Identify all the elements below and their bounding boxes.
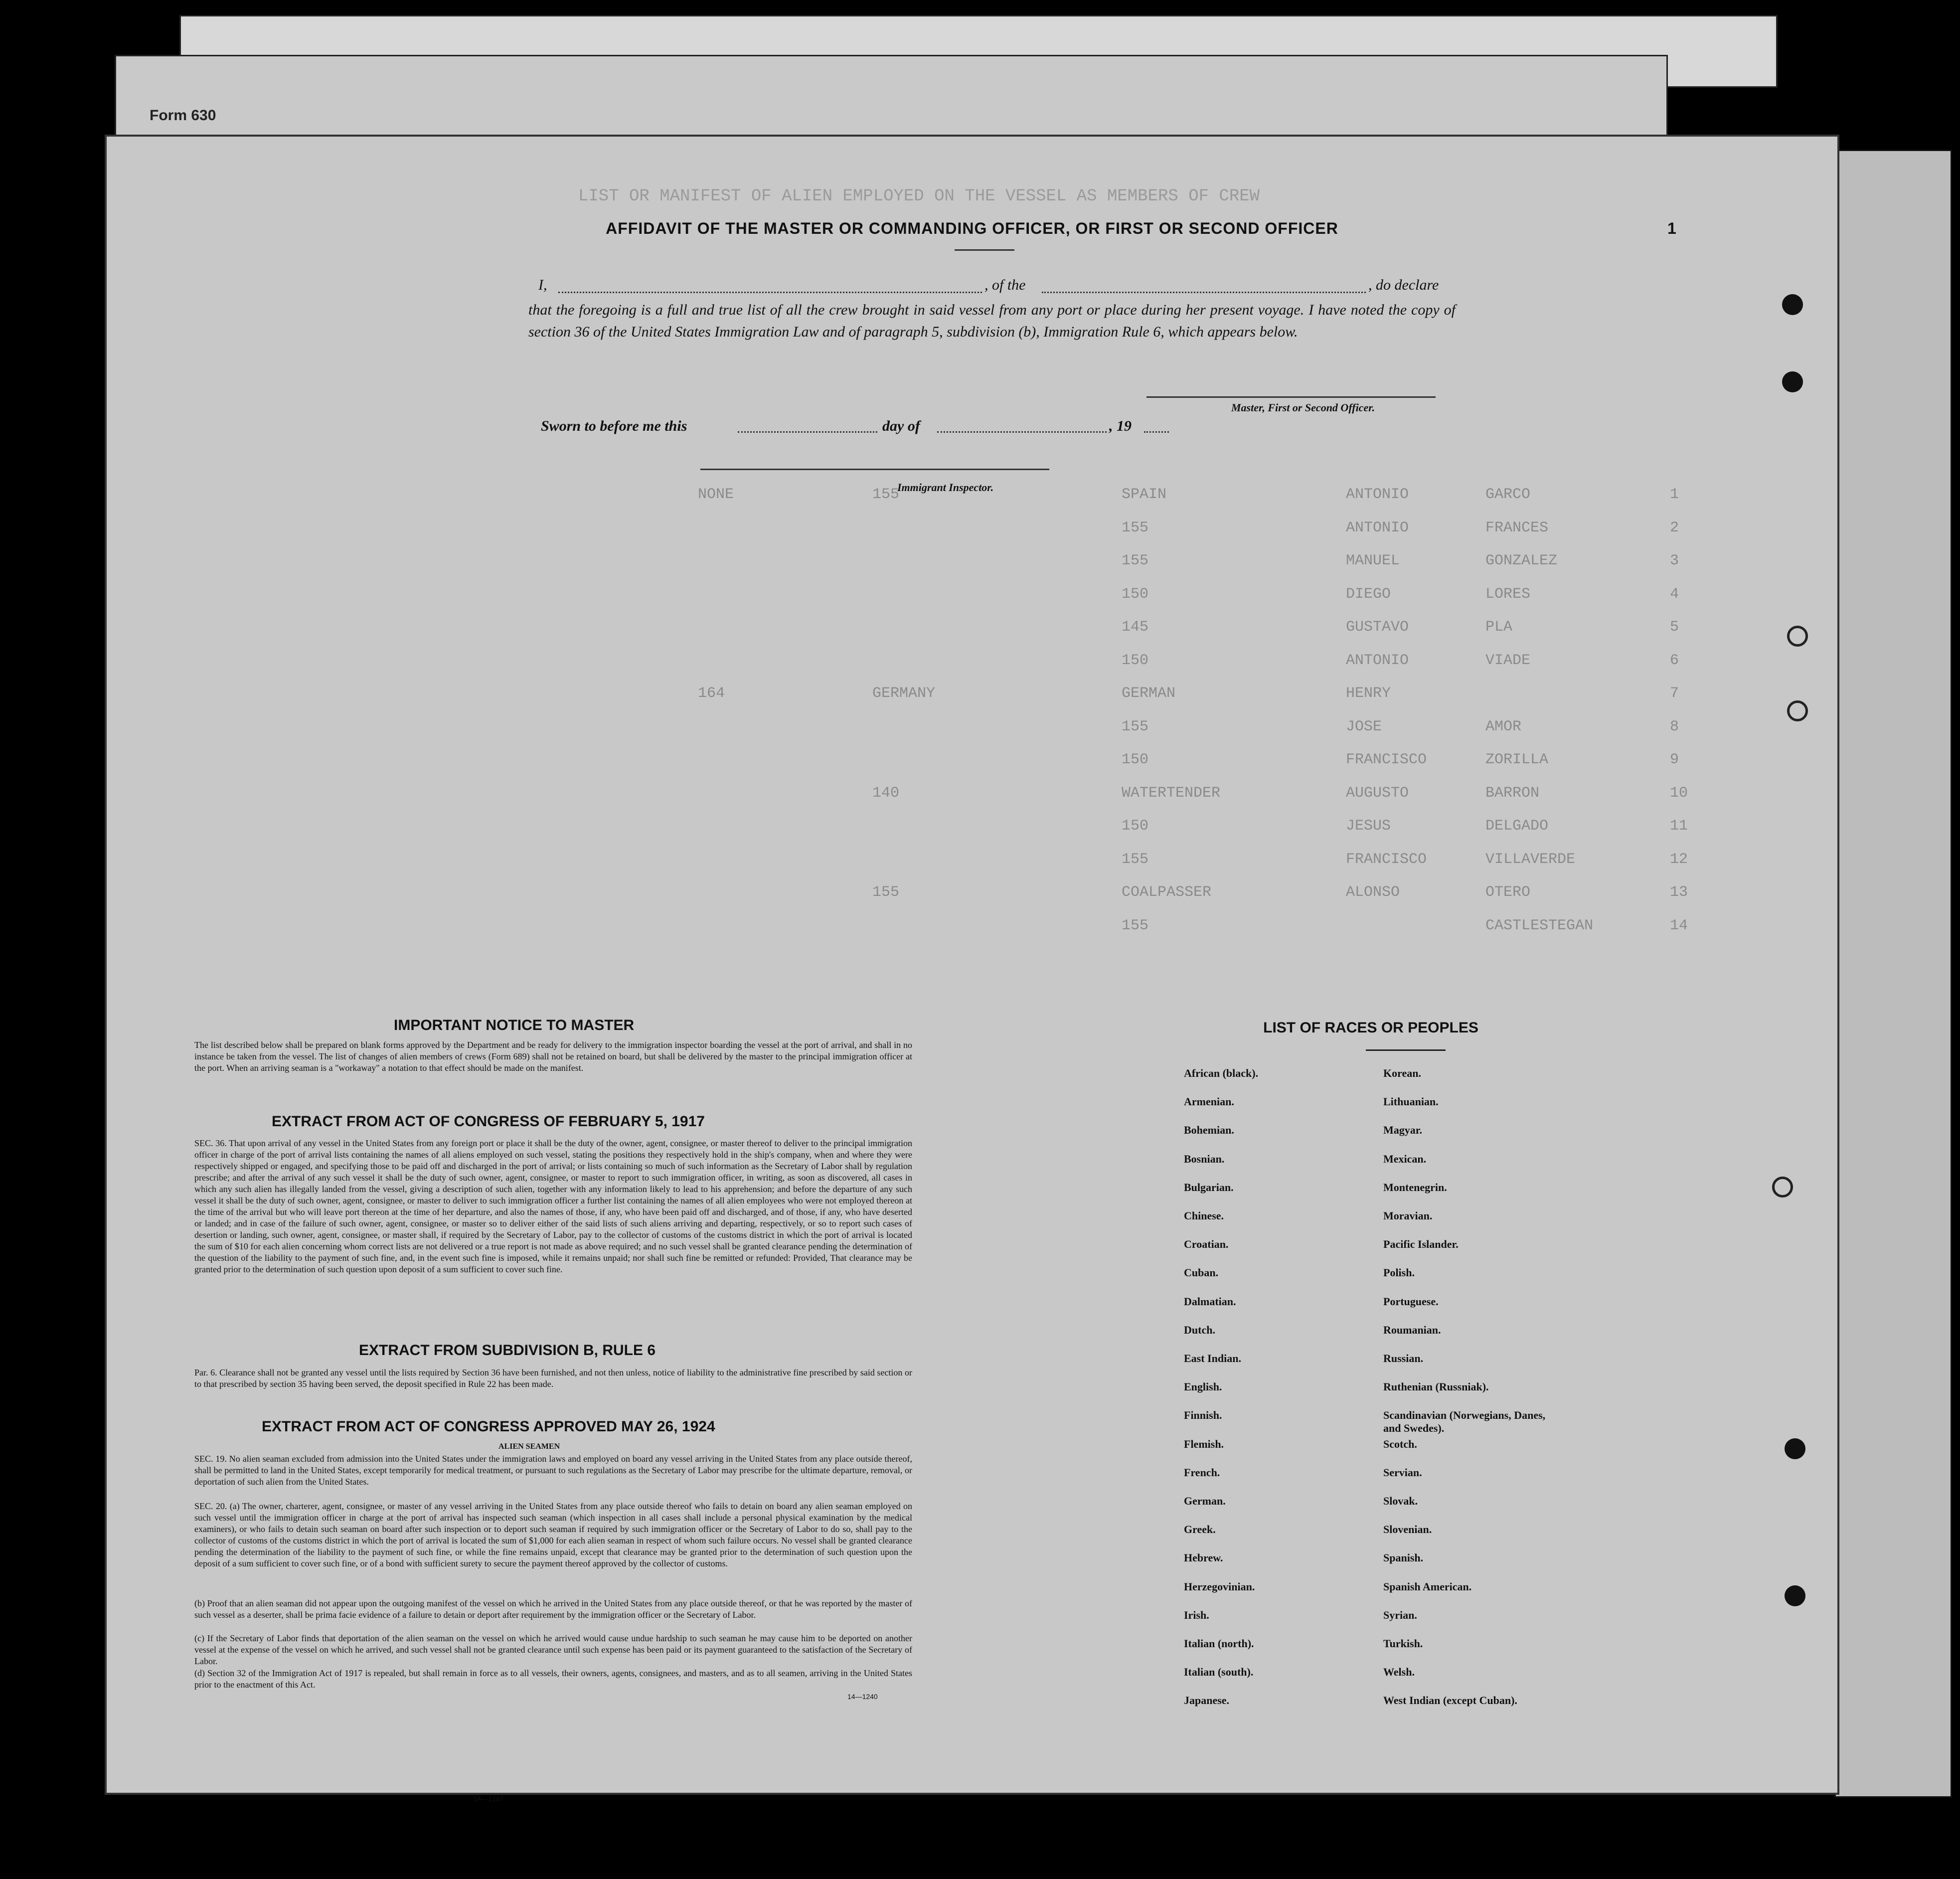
race-item: Roumanian. bbox=[1383, 1323, 1441, 1336]
race-item: Japanese. bbox=[1184, 1694, 1230, 1707]
race-item: Scandinavian (Norwegians, Danes, and Swedes). bbox=[1383, 1409, 1546, 1435]
bleed-through-cell: WATERTENDER bbox=[1122, 784, 1221, 802]
bleed-through-cell: COALPASSER bbox=[1122, 884, 1212, 901]
race-item: Russian. bbox=[1383, 1352, 1424, 1365]
bleed-through-cell: FRANCES bbox=[1485, 519, 1549, 536]
race-item: Irish. bbox=[1184, 1608, 1209, 1621]
bleed-through-cell: 155 bbox=[1122, 917, 1149, 934]
bleed-through-cell: JESUS bbox=[1346, 818, 1391, 835]
race-item: Mexican. bbox=[1383, 1152, 1427, 1165]
extract-1924-subtitle: ALIEN SEAMEN bbox=[498, 1442, 560, 1451]
bleed-through-cell: FRANCISCO bbox=[1346, 851, 1427, 868]
bleed-through-cell: 2 bbox=[1670, 519, 1679, 536]
bleed-through-cell: ANTONIO bbox=[1346, 652, 1409, 669]
bleed-through-cell: 150 bbox=[1122, 652, 1149, 669]
binder-hole bbox=[1785, 1438, 1805, 1459]
affidavit-declare: , do declare bbox=[1368, 277, 1439, 293]
race-item: Italian (north). bbox=[1184, 1637, 1254, 1650]
bleed-through-cell: ANTONIO bbox=[1346, 486, 1409, 503]
bleed-through-cell: 4 bbox=[1670, 585, 1679, 603]
extract-1917-body: SEC. 36. That upon arrival of any vessel in the United States from any foreign port or place it shall be the duty of the owner, agent, consignee, or master thereof to deliver to the principal immigration officer in charge of the port of arrival lists containing the names of all aliens employed on such vessel, stating the positions they respectively hold in the ship's company, when and where they were respectively shipped or engaged, and specifying those to be paid off and discharged in the port of arrival; or lists containing so much of such information as the Secretary of Labor shall by regulation prescribe; and after the arrival of any such vessel it shall be the duty of such owner, agent, consignee, or master to report to such immigration officer, in writing, as soon as discovered, all cases in which any such alien has illegally landed from the vessel, giving a description of such alien, together with any information likely to lead to his apprehension; and before the departure of any such vessel it shall be the duty of such owner, agent, consignee, or master to deliver to such immigration officer a further list containing the names of all alien employees who were not employed thereon at the time of the arrival but who will leave port thereon at the time of her departure, and also the names of those, if any, who have been paid off and discharged, and of those, if any, who have deserted or landed; and in case of the failure of such owner, agent, consignee, or master so to deliver either of the said lists of such aliens arriving and departing, respectively, or so to report such cases of desertion or landing, such owner, agent, consignee, or master shall, if required by the Secretary of Labor, pay to the collector of customs of the customs district in which the port of arrival is located the sum of $10 for each alien concerning whom correct lists are not delivered or a true report is not made as above required; and no such vessel shall be granted clearance pending the determination of the question of the liability to the payment of such fine, and, in the event such fine is imposed, while it remains unpaid; nor shall such fine be remitted or refunded: Provided, That clearance may be granted prior to the determination of such question upon deposit of a sum sufficient to cover such fine. bbox=[194, 1138, 912, 1274]
race-item: Croatian. bbox=[1184, 1238, 1229, 1251]
bleed-through-cell: 1 bbox=[1670, 486, 1679, 503]
race-item: African (black). bbox=[1184, 1067, 1259, 1079]
bleed-through-cell: 3 bbox=[1670, 552, 1679, 569]
sworn-date-blank bbox=[738, 431, 877, 433]
extract-1924-sec20c: (c) If the Secretary of Labor finds that deportation of the alien seaman on the vessel on which he arrived would cause undue hardship to such seaman he may cause him to be deported on another vessel at the expense of the vessel on which he arrived, and such vessel shall not be granted clearance until such expense has been paid or its payment guaranteed to the satisfaction of the Secretary of Labor. bbox=[194, 1633, 912, 1666]
name-blank bbox=[558, 292, 982, 293]
inspector-label: Immigrant Inspector. bbox=[897, 481, 994, 494]
bleed-through-cell: GERMANY bbox=[872, 685, 936, 702]
signature-label: Master, First or Second Officer. bbox=[1231, 401, 1375, 414]
bleed-through-cell: 150 bbox=[1122, 751, 1149, 768]
race-item: Ruthenian (Russniak). bbox=[1383, 1380, 1489, 1393]
binder-hole bbox=[1787, 700, 1808, 721]
bleed-through-cell: 9 bbox=[1670, 751, 1679, 768]
inspector-line bbox=[700, 469, 1049, 470]
race-item: Slovenian. bbox=[1383, 1523, 1432, 1536]
extract-1924-code: 14—1240 bbox=[847, 1693, 878, 1701]
race-item: Servian. bbox=[1383, 1466, 1422, 1479]
bleed-through-cell: 8 bbox=[1670, 718, 1679, 735]
sheet-number: 1 bbox=[1667, 219, 1676, 237]
race-item: Italian (south). bbox=[1184, 1666, 1254, 1679]
race-item: French. bbox=[1184, 1466, 1220, 1479]
race-item: German. bbox=[1184, 1495, 1226, 1507]
bleed-through-cell: ANTONIO bbox=[1346, 519, 1409, 536]
rule6-body: Par. 6. Clearance shall not be granted any vessel until the lists required by Section 36 have been furnished, and not then unless, notice of liability to the administrative fine prescribed by said section or to that prescribed by section 35 having been served, the deposit specified in Rule 22 has been made. bbox=[194, 1367, 912, 1389]
races-title: LIST OF RACES OR PEOPLES bbox=[1263, 1020, 1478, 1036]
bleed-through-cell: SPAIN bbox=[1122, 486, 1167, 503]
bleed-through-cell: HENRY bbox=[1346, 685, 1391, 702]
race-item: Moravian. bbox=[1383, 1209, 1433, 1222]
bleed-through-cell: 10 bbox=[1670, 784, 1688, 802]
bleed-through-cell: 13 bbox=[1670, 884, 1688, 901]
bleed-through-cell: 140 bbox=[872, 784, 900, 802]
extract-1924-sec20a: SEC. 20. (a) The owner, charterer, agent, consignee, or master of any vessel arriving in the United States from any place outside thereof who fails to detain on board any alien seaman employed on such vessel until the immigration officer in charge at the port of arrival has inspected such seaman (which inspection in all cases shall include a personal physical examination by the medical examiners), or who fails to detain such seaman on board after such inspection or to deport such seaman if required by such immigration officer or the Secretary of Labor to do so, shall pay to the collector of customs of the customs district in which the port of arrival is located the sum of $1,000 for each alien seaman in respect of whom such failure occurs. No vessel shall be granted clearance pending the determination of the liability to the payment of such fine, or while the fine remains unpaid, except that clearance may be granted prior to the determination of such question upon the deposit of a sum sufficient to cover such fine, or of a bond with sufficient surety to secure the payment thereof approved by the collector of customs. bbox=[194, 1501, 912, 1568]
bleed-through-cell: 155 bbox=[872, 486, 900, 503]
race-item: Montenegrin. bbox=[1383, 1181, 1447, 1194]
bleed-through-cell: 12 bbox=[1670, 851, 1688, 868]
race-item: Lithuanian. bbox=[1383, 1095, 1439, 1108]
race-item: Slovak. bbox=[1383, 1495, 1418, 1507]
race-item: Greek. bbox=[1184, 1523, 1216, 1536]
affidavit-title: AFFIDAVIT OF THE MASTER OR COMMANDING OFFICER, OR FIRST OR SECOND OFFICER bbox=[606, 219, 1338, 237]
rule6-title: EXTRACT FROM SUBDIVISION B, RULE 6 bbox=[359, 1342, 656, 1359]
bleed-through-cell: AUGUSTO bbox=[1346, 784, 1409, 802]
bleed-through-cell: OTERO bbox=[1485, 884, 1531, 901]
race-item: Dutch. bbox=[1184, 1323, 1215, 1336]
race-item: Flemish. bbox=[1184, 1437, 1224, 1450]
binder-hole bbox=[1787, 626, 1808, 647]
race-item: Spanish American. bbox=[1383, 1580, 1472, 1593]
race-item: Korean. bbox=[1383, 1067, 1421, 1079]
bleed-through-cell: VIADE bbox=[1485, 652, 1531, 669]
race-item: East Indian. bbox=[1184, 1352, 1241, 1365]
notice-title: IMPORTANT NOTICE TO MASTER bbox=[394, 1017, 635, 1033]
bleed-through-cell: FRANCISCO bbox=[1346, 751, 1427, 768]
race-item: Bulgarian. bbox=[1184, 1181, 1234, 1194]
race-item: Bohemian. bbox=[1184, 1124, 1234, 1137]
bleed-through-cell: 155 bbox=[1122, 519, 1149, 536]
extract-1924-sec20b: (b) Proof that an alien seaman did not appear upon the outgoing manifest of the vessel on which he arrived in the United States from any place outside thereof, or that he was reported by the master of such vessel as a deserter, shall be prima facie evidence of a failure to detain or deport after requirement by the immigration officer or the Secretary of Labor. bbox=[194, 1598, 912, 1620]
bleed-through-cell: 155 bbox=[1122, 851, 1149, 868]
extract-1917-title: EXTRACT FROM ACT OF CONGRESS OF FEBRUARY 5, 1917 bbox=[272, 1113, 705, 1130]
affidavit-of-the: , of the bbox=[984, 277, 1026, 293]
bleed-through-header: LIST OR MANIFEST OF ALIEN EMPLOYED ON THE VESSEL AS MEMBERS OF CREW bbox=[578, 187, 1260, 206]
bleed-through-cell: 6 bbox=[1670, 652, 1679, 669]
bleed-through-cell: 155 bbox=[1122, 552, 1149, 569]
bleed-through-cell: VILLAVERDE bbox=[1485, 851, 1576, 868]
vessel-blank bbox=[1042, 292, 1366, 293]
title-rule bbox=[955, 249, 1014, 251]
race-item: Scotch. bbox=[1383, 1437, 1417, 1450]
bleed-through-cell: 155 bbox=[872, 884, 900, 901]
bleed-through-cell: 7 bbox=[1670, 685, 1679, 702]
race-item: Hebrew. bbox=[1184, 1551, 1223, 1564]
bleed-through-cell: 164 bbox=[698, 685, 725, 702]
race-item: Portuguese. bbox=[1383, 1295, 1439, 1308]
bleed-through-cell: NONE bbox=[698, 486, 734, 503]
signature-line bbox=[1146, 396, 1436, 398]
affidavit-i: I, bbox=[538, 277, 547, 293]
race-item: Finnish. bbox=[1184, 1409, 1222, 1422]
race-item: Bosnian. bbox=[1184, 1152, 1225, 1165]
bleed-through-cell: MANUEL bbox=[1346, 552, 1400, 569]
binder-hole bbox=[1782, 294, 1803, 315]
bleed-through-cell: GARCO bbox=[1485, 486, 1531, 503]
bleed-through-cell: PLA bbox=[1485, 619, 1513, 636]
bleed-through-cell: GUSTAVO bbox=[1346, 619, 1409, 636]
sworn-day: day of bbox=[882, 418, 920, 434]
bleed-through-cell: 145 bbox=[1122, 619, 1149, 636]
sworn-year: , 19 bbox=[1109, 418, 1132, 434]
race-item: English. bbox=[1184, 1380, 1222, 1393]
bleed-through-cell: 150 bbox=[1122, 585, 1149, 603]
binder-hole bbox=[1782, 371, 1803, 392]
bleed-through-cell: 11 bbox=[1670, 818, 1688, 835]
background-sheet-edge bbox=[1834, 150, 1952, 1798]
bleed-through-cell: ALONSO bbox=[1346, 884, 1400, 901]
form-label: Form 630 bbox=[150, 107, 216, 124]
race-item: Herzegovinian. bbox=[1184, 1580, 1255, 1593]
affidavit-statement: that the foregoing is a full and true list of all the crew brought in said vessel from any port or place during her present voyage. I have noted the copy of section 36 of the United States Immigration Law and of paragraph 5, subdivision (b), Immigration Rule 6, which appears below. bbox=[528, 302, 1456, 340]
race-item: Polish. bbox=[1383, 1266, 1415, 1279]
bleed-through-cell: LORES bbox=[1485, 585, 1531, 603]
race-item: West Indian (except Cuban). bbox=[1383, 1694, 1517, 1707]
race-item: Spanish. bbox=[1383, 1551, 1424, 1564]
bleed-through-cell: DELGADO bbox=[1485, 818, 1549, 835]
race-item: Turkish. bbox=[1383, 1637, 1423, 1650]
binder-hole bbox=[1772, 1177, 1793, 1197]
bleed-through-cell: 155 bbox=[1122, 718, 1149, 735]
races-rule bbox=[1366, 1049, 1446, 1051]
race-item: Magyar. bbox=[1383, 1124, 1423, 1137]
bleed-through-cell: ZORILLA bbox=[1485, 751, 1549, 768]
race-item: Cuban. bbox=[1184, 1266, 1219, 1279]
bleed-through-cell: 5 bbox=[1670, 619, 1679, 636]
bleed-through-cell: 14 bbox=[1670, 917, 1688, 934]
sworn-month-blank bbox=[937, 431, 1107, 433]
sworn-year-blank bbox=[1144, 431, 1169, 433]
sworn-prefix: Sworn to before me this bbox=[541, 418, 687, 434]
race-item: Chinese. bbox=[1184, 1209, 1224, 1222]
bleed-through-cell: 150 bbox=[1122, 818, 1149, 835]
extract-1924-sec19: SEC. 19. No alien seaman excluded from admission into the United States under the immigration laws and employed on board any vessel arriving in the United States from any place outside thereof, shall be permitted to land in the United States, except temporarily for medical treatment, or pursuant to such regulations as the Secretary of Labor may prescribe for the ultimate departure, removal, or deportation of such alien from the United States. bbox=[194, 1454, 912, 1487]
race-item: Welsh. bbox=[1383, 1666, 1415, 1679]
bleed-through-cell: AMOR bbox=[1485, 718, 1522, 735]
binder-hole bbox=[1785, 1585, 1805, 1606]
bleed-through-cell: JOSE bbox=[1346, 718, 1382, 735]
race-item: Pacific Islander. bbox=[1383, 1238, 1459, 1251]
bleed-through-cell: GERMAN bbox=[1122, 685, 1176, 702]
bottom-code: 14—1267 bbox=[474, 1795, 504, 1803]
bleed-through-cell: DIEGO bbox=[1346, 585, 1391, 603]
race-item: Armenian. bbox=[1184, 1095, 1234, 1108]
race-item: Dalmatian. bbox=[1184, 1295, 1236, 1308]
bleed-through-cell: BARRON bbox=[1485, 784, 1540, 802]
extract-1924-title: EXTRACT FROM ACT OF CONGRESS APPROVED MAY 26, 1924 bbox=[262, 1418, 715, 1435]
bleed-through-cell: CASTLESTEGAN bbox=[1485, 917, 1594, 934]
bleed-through-cell: GONZALEZ bbox=[1485, 552, 1558, 569]
extract-1924-sec20d: (d) Section 32 of the Immigration Act of 1917 is repealed, but shall remain in force as to all vessels, their owners, agents, consignees, and masters, and as to all seamen, arriving in the United States prior to the enactment of this Act. bbox=[194, 1668, 912, 1690]
race-item: Syrian. bbox=[1383, 1608, 1417, 1621]
notice-body: The list described below shall be prepared on blank forms approved by the Department and be ready for delivery to the immigration inspector boarding the vessel at the port of arrival, and shall in no instance be taken from the vessel. The list of changes of alien members of crews (Form 689) shall not be retained on board, but shall be delivered by the master to the principal immigration officer at the port. When an arriving seaman is a "workaway" a notation to that effect should be made on the manifest. bbox=[194, 1040, 912, 1073]
